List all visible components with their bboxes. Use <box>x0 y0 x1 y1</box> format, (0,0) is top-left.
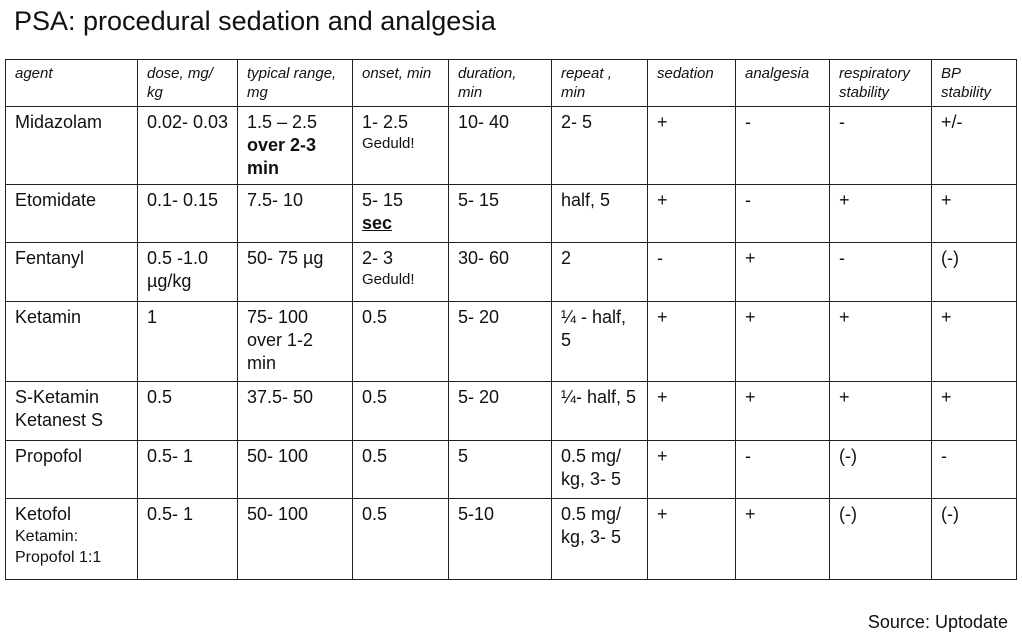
cell-sedation: + <box>648 499 736 580</box>
psa-table <box>5 59 1017 580</box>
cell-sedation: + <box>648 185 736 243</box>
cell-respiratory: - <box>830 107 932 185</box>
cell-onset <box>353 243 449 302</box>
cell-range: 75- 100 over 1-2 min <box>238 302 353 382</box>
cell-dose: 0.5 <box>138 382 238 441</box>
header-repeat: repeat , min <box>552 60 648 107</box>
cell-sedation: + <box>648 382 736 441</box>
cell-range: 7.5- 10 <box>238 185 353 243</box>
header-analgesia: analgesia <box>736 60 830 107</box>
cell-onset: 0.5 <box>353 382 449 441</box>
source-caption: Source: Uptodate <box>867 612 1008 632</box>
cell-analgesia: + <box>736 499 830 580</box>
cell-range <box>238 107 353 185</box>
cell-bp: +/- <box>932 107 1017 185</box>
cell-analgesia: - <box>736 441 830 499</box>
range-bold-note: over 2-3 min <box>247 135 317 178</box>
onset-unit-note: sec <box>362 213 393 233</box>
header-agent: agent <box>6 60 138 107</box>
cell-duration: 5- 20 <box>449 382 552 441</box>
cell-duration: 10- 40 <box>449 107 552 185</box>
agent-name: Ketofol <box>15 504 72 524</box>
header-respiratory: respiratory stability <box>830 60 932 107</box>
cell-duration: 5- 15 <box>449 185 552 243</box>
onset-note: Geduld! <box>362 135 415 152</box>
header-range: typical range, mg <box>238 60 353 107</box>
cell-dose: 0.5- 1 <box>138 441 238 499</box>
header-onset: onset, min <box>353 60 449 107</box>
cell-bp: + <box>932 302 1017 382</box>
cell-bp: + <box>932 185 1017 243</box>
cell-respiratory: + <box>830 185 932 243</box>
cell-respiratory: (-) <box>830 441 932 499</box>
cell-range: 37.5- 50 <box>238 382 353 441</box>
header-bp: BP stability <box>932 60 1017 107</box>
cell-repeat: 2 <box>552 243 648 302</box>
cell-dose: 0.5 -1.0 µg/kg <box>138 243 238 302</box>
cell-repeat: half, 5 <box>552 185 648 243</box>
cell-onset <box>353 107 449 185</box>
cell-duration: 5- 20 <box>449 302 552 382</box>
header-duration: duration, min <box>449 60 552 107</box>
header-dose: dose, mg/ kg <box>138 60 238 107</box>
cell-respiratory: + <box>830 302 932 382</box>
cell-respiratory: (-) <box>830 499 932 580</box>
table-row <box>6 441 1017 499</box>
cell-bp: - <box>932 441 1017 499</box>
cell-bp: + <box>932 382 1017 441</box>
cell-sedation: + <box>648 302 736 382</box>
onset-value: 5- 15 <box>362 190 404 210</box>
agent-note: Ketamin: Propofol 1:1 <box>15 528 102 566</box>
cell-agent: S-Ketamin Ketanest S <box>6 382 138 441</box>
cell-duration: 30- 60 <box>449 243 552 302</box>
cell-dose: 0.5- 1 <box>138 499 238 580</box>
cell-agent: Propofol <box>6 441 138 499</box>
cell-bp: (-) <box>932 499 1017 580</box>
cell-agent: Ketamin <box>6 302 138 382</box>
cell-duration: 5 <box>449 441 552 499</box>
cell-dose: 1 <box>138 302 238 382</box>
cell-repeat: 0.5 mg/ kg, 3- 5 <box>552 499 648 580</box>
cell-repeat: ¼ - half, 5 <box>552 302 648 382</box>
page-title: PSA: procedural sedation and analgesia <box>14 6 496 36</box>
cell-range: 50- 100 <box>238 499 353 580</box>
cell-respiratory: + <box>830 382 932 441</box>
header-row <box>6 60 1017 107</box>
range-value: 1.5 – 2.5 <box>247 112 318 132</box>
cell-onset <box>353 185 449 243</box>
cell-duration: 5-10 <box>449 499 552 580</box>
cell-agent: Etomidate <box>6 185 138 243</box>
table-row <box>6 185 1017 243</box>
table-row <box>6 499 1017 580</box>
cell-range: 50- 75 µg <box>238 243 353 302</box>
cell-analgesia: - <box>736 107 830 185</box>
onset-value: 2- 3 <box>362 248 394 268</box>
cell-sedation: - <box>648 243 736 302</box>
cell-agent <box>6 499 138 580</box>
table-row <box>6 302 1017 382</box>
table-row <box>6 107 1017 185</box>
cell-dose: 0.02- 0.03 <box>138 107 238 185</box>
cell-range: 50- 100 <box>238 441 353 499</box>
cell-onset: 0.5 <box>353 441 449 499</box>
cell-sedation: + <box>648 107 736 185</box>
cell-analgesia: + <box>736 243 830 302</box>
cell-analgesia: + <box>736 302 830 382</box>
table-row <box>6 382 1017 441</box>
cell-onset: 0.5 <box>353 302 449 382</box>
cell-repeat: 0.5 mg/ kg, 3- 5 <box>552 441 648 499</box>
cell-repeat: 2- 5 <box>552 107 648 185</box>
table-row <box>6 243 1017 302</box>
cell-agent: Midazolam <box>6 107 138 185</box>
cell-onset: 0.5 <box>353 499 449 580</box>
onset-note: Geduld! <box>362 271 415 288</box>
cell-respiratory: - <box>830 243 932 302</box>
cell-repeat: ¼- half, 5 <box>552 382 648 441</box>
onset-value: 1- 2.5 <box>362 112 409 132</box>
cell-bp: (-) <box>932 243 1017 302</box>
cell-analgesia: - <box>736 185 830 243</box>
header-sedation: sedation <box>648 60 736 107</box>
cell-sedation: + <box>648 441 736 499</box>
cell-agent: Fentanyl <box>6 243 138 302</box>
cell-dose: 0.1- 0.15 <box>138 185 238 243</box>
cell-analgesia: + <box>736 382 830 441</box>
